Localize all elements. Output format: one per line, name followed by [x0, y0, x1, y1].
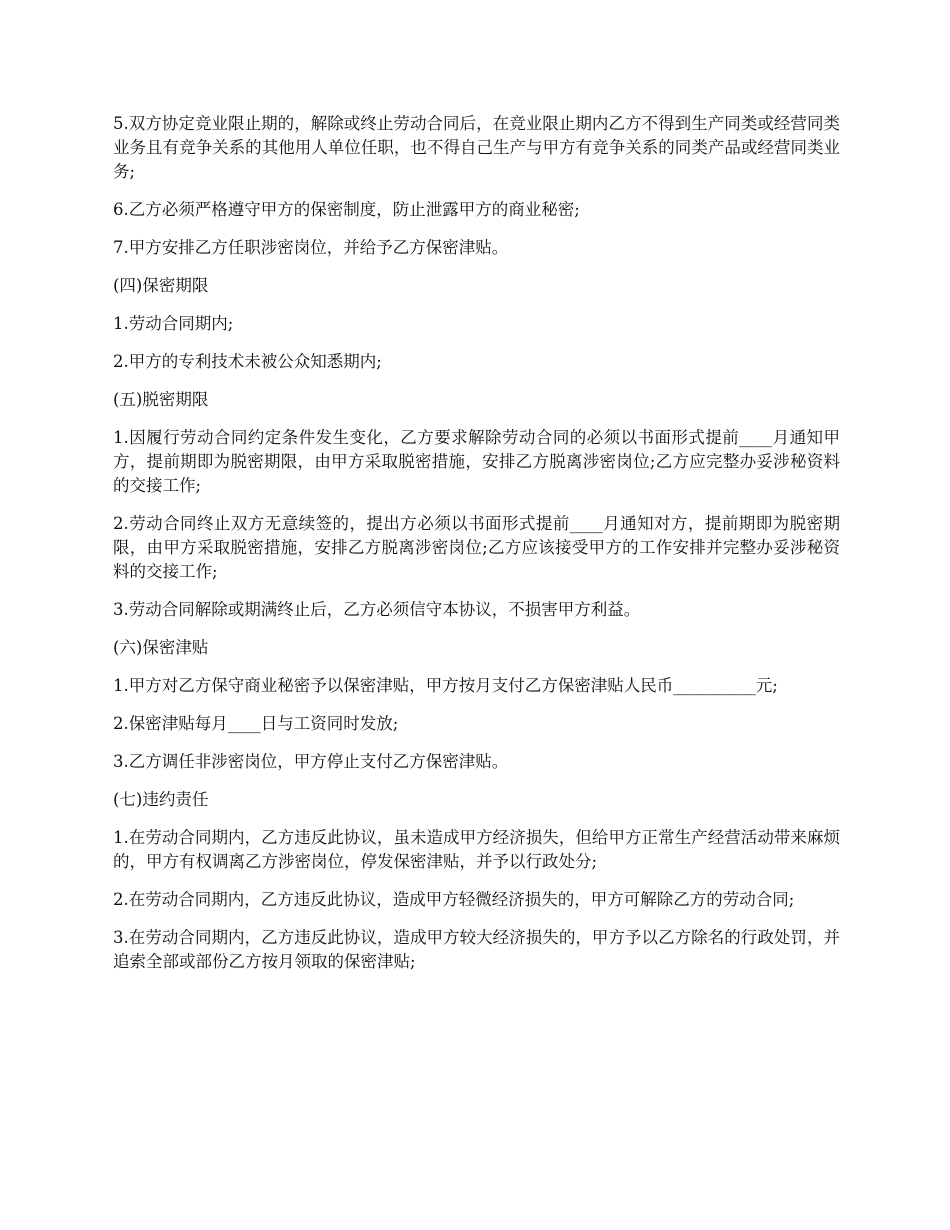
liability-item-3: 3.在劳动合同期内，乙方违反此协议，造成甲方较大经济损失的，甲方予以乙方除名的行政处罚，并追索全部或部份乙方按月领取的保密津贴;	[113, 928, 840, 971]
liability-item-1: 1.在劳动合同期内，乙方违反此协议，虽未造成甲方经济损失，但给甲方正常生产经营活动带来麻烦的，甲方有权调离乙方涉密岗位，停发保密津贴，并予以行政处分;	[113, 828, 840, 871]
allowance-item-1: 1.甲方对乙方保守商业秘密予以保密津贴，甲方按月支付乙方保密津贴人民币__________元;	[113, 676, 778, 695]
clause-5-non-compete: 5.双方协定竞业限止期的，解除或终止劳动合同后，在竞业限止期内乙方不得到生产同类或经营同类业务且有竞争关系的其他用人单位任职，也不得自己生产与甲方有竞争关系的同类产品或经营同类业务;	[113, 114, 840, 181]
section-heading-confidentiality-period: (四)保密期限	[113, 276, 209, 295]
section-heading-declassification-period: (五)脱密期限	[113, 390, 209, 409]
document-body	[113, 112, 840, 988]
period-item-1: 1.劳动合同期内;	[113, 314, 234, 333]
section-heading-liability: (七)违约责任	[113, 790, 209, 809]
allowance-item-3: 3.乙方调任非涉密岗位，甲方停止支付乙方保密津贴。	[113, 752, 509, 771]
declassification-item-3: 3.劳动合同解除或期满终止后，乙方必须信守本协议，不损害甲方利益。	[113, 600, 641, 619]
declassification-item-2: 2.劳动合同终止双方无意续签的，提出方必须以书面形式提前____月通知对方，提前期即为脱密期限，由甲方采取脱密措施，安排乙方脱离涉密岗位;乙方应该接受甲方的工作安排并完整办妥涉秘资料的交接工作;	[113, 514, 840, 581]
allowance-item-2: 2.保密津贴每月____日与工资同时发放;	[113, 714, 399, 733]
declassification-item-1: 1.因履行劳动合同约定条件发生变化，乙方要求解除劳动合同的必须以书面形式提前____月通知甲方，提前期即为脱密期限，由甲方采取脱密措施，安排乙方脱离涉密岗位;乙方应完整办妥涉秘资料的交接工作;	[113, 428, 840, 495]
period-item-2: 2.甲方的专利技术未被公众知悉期内;	[113, 352, 382, 371]
section-heading-allowance: (六)保密津贴	[113, 638, 209, 657]
clause-6-confidentiality-rules: 6.乙方必须严格遵守甲方的保密制度，防止泄露甲方的商业秘密;	[113, 200, 580, 219]
liability-item-2: 2.在劳动合同期内，乙方违反此协议，造成甲方轻微经济损失的，甲方可解除乙方的劳动合同;	[113, 890, 795, 909]
clause-7-confidentiality-allowance: 7.甲方安排乙方任职涉密岗位，并给予乙方保密津贴。	[113, 238, 509, 257]
